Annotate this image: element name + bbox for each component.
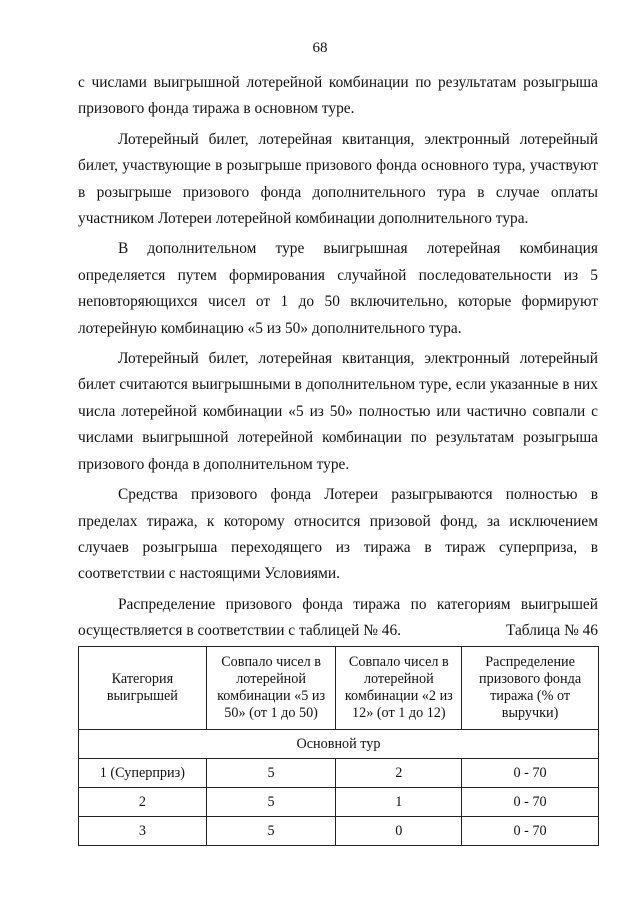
- table-cell: 2: [79, 788, 207, 817]
- paragraph-2: Лотерейный билет, лотерейная квитанция, электронный лотерейный билет, участвующие в розыгрыше призового фонда основного тура, участвуют в розыгрыше призового фонда дополнительного тура в случае оплаты участником Лотереи лотерейной комбинации дополнительного тура.: [78, 130, 598, 228]
- table-caption: Таблица № 46: [505, 622, 598, 639]
- paragraph-6: Распределение призового фонда тиража по категориям выигрышей осуществляется в соответствии с таблицей № 46.: [78, 595, 598, 640]
- header-distribution: Распределение призового фонда тиража (% от выручки): [462, 647, 599, 730]
- page-number: 68: [312, 40, 328, 56]
- paragraph-3: В дополнительном туре выигрышная лотерейная комбинация определяется путем формирования случайной последовательности из 5 неповторяющихся чисел от 1 до 50 включительно, которые формируют лотерейную комбинацию «5 из 50» дополнительного тура.: [78, 240, 598, 337]
- table-cell: 3: [79, 817, 207, 846]
- header-matched-2-of-12: Совпало чисел в лотерейной комбинации «2 из 12» (от 1 до 12): [336, 647, 462, 730]
- table-cell: 5: [206, 817, 336, 846]
- paragraph-5: Средства призового фонда Лотереи разыгрываются полностью в пределах тиража, к которому относится призовой фонд, за исключением случаев розыгрыша переходящего из тиража в тираж суперприза, в соответствии с настоящими Условиями.: [78, 486, 598, 583]
- table-cell: 0 - 70: [462, 759, 599, 788]
- table-cell: 0: [336, 817, 462, 846]
- prize-distribution-table: [78, 646, 599, 846]
- table-cell: 5: [206, 788, 336, 817]
- table-section-row: [79, 730, 599, 759]
- table-cell: 1: [336, 788, 462, 817]
- table-row: [79, 788, 599, 817]
- table-cell: 0 - 70: [462, 788, 599, 817]
- table-row: [79, 817, 599, 846]
- header-matched-5-of-50: Совпало чисел в лотерейной комбинации «5 из 50» (от 1 до 50): [206, 647, 336, 730]
- table-cell: 5: [206, 759, 336, 788]
- document-body: [78, 70, 598, 649]
- table-row: [79, 759, 599, 788]
- table-cell: 1 (Суперприз): [79, 759, 207, 788]
- table-cell: 2: [336, 759, 462, 788]
- table-cell: 0 - 70: [462, 817, 599, 846]
- section-title: Основной тур: [79, 730, 599, 759]
- header-category: Категория выигрышей: [79, 647, 207, 730]
- table-header-row: [79, 647, 599, 730]
- paragraph-1: с числами выигрышной лотерейной комбинации по результатам розыгрыша призового фонда тиража в основном туре.: [78, 74, 598, 118]
- paragraph-4: Лотерейный билет, лотерейная квитанция, электронный лотерейный билет считаются выигрышными в дополнительном туре, если указанные в них числа лотерейной комбинации «5 из 50» полностью или частично совпали с числами выигрышной лотерейной комбинации по результатам розыгрыша призового фонда в дополнительном туре.: [78, 350, 598, 473]
